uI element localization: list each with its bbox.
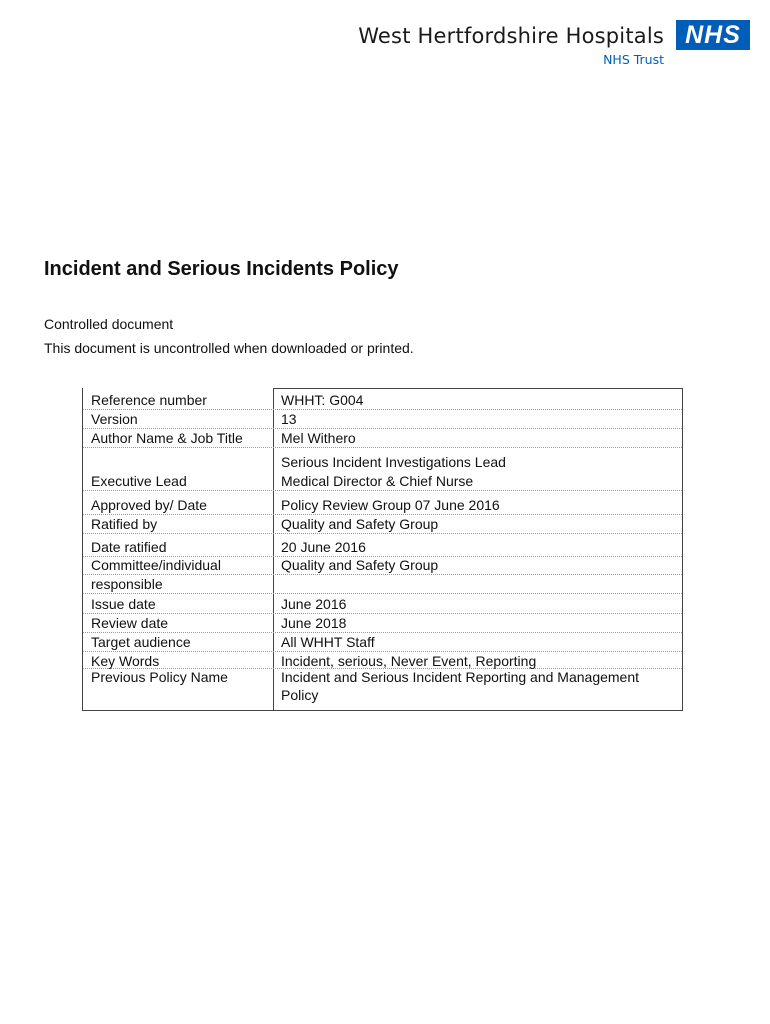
row-label: Executive Lead xyxy=(91,473,187,489)
table-row xyxy=(83,576,682,594)
table-row xyxy=(83,497,682,515)
row-value: Quality and Safety Group xyxy=(281,516,439,532)
table-row xyxy=(83,634,682,652)
document-metadata-table xyxy=(82,388,683,711)
table-row xyxy=(83,687,682,704)
table-row xyxy=(83,596,682,614)
org-subtitle: NHS Trust xyxy=(603,52,664,67)
table-row xyxy=(83,669,682,686)
row-label: Reference number xyxy=(91,392,207,408)
table-row xyxy=(83,539,682,557)
row-value: WHHT: G004 xyxy=(281,392,364,408)
row-label: Approved by/ Date xyxy=(91,497,207,513)
row-value: Incident and Serious Incident Reporting and Management xyxy=(281,669,640,685)
table-row xyxy=(83,392,682,410)
row-label: Version xyxy=(91,411,138,427)
row-label: Author Name & Job Title xyxy=(91,430,243,446)
table-row xyxy=(83,557,682,575)
table-row xyxy=(83,653,682,669)
row-label: Target audience xyxy=(91,634,191,650)
row-label: Key Words xyxy=(91,653,160,669)
table-row xyxy=(83,411,682,429)
row-value: Incident, serious, Never Event, Reporting xyxy=(281,653,537,669)
row-value: All WHHT Staff xyxy=(281,634,375,650)
document-notice: This document is uncontrolled when downloaded or printed. xyxy=(44,340,414,356)
row-label: Review date xyxy=(91,615,169,631)
page-header xyxy=(330,18,750,72)
row-label: Date ratified xyxy=(91,539,167,555)
row-value: June 2016 xyxy=(281,596,347,612)
row-value: June 2018 xyxy=(281,615,347,631)
table-top-border xyxy=(273,388,682,389)
org-name: West Hertfordshire Hospitals xyxy=(358,24,664,48)
table-row xyxy=(83,516,682,534)
table-row xyxy=(83,454,682,471)
row-label: Previous Policy Name xyxy=(91,669,228,685)
row-value: Policy Review Group 07 June 2016 xyxy=(281,497,500,513)
row-value: Mel Withero xyxy=(281,430,356,446)
row-value: Quality and Safety Group xyxy=(281,557,439,573)
table-row xyxy=(83,473,682,491)
row-value: Serious Incident Investigations Lead xyxy=(281,454,506,470)
nhs-logo: NHS xyxy=(676,20,750,50)
row-value: Policy xyxy=(281,687,319,703)
document-title: Incident and Serious Incidents Policy xyxy=(44,258,399,280)
table-row xyxy=(83,430,682,448)
row-label: Ratified by xyxy=(91,516,158,532)
row-value: 13 xyxy=(281,411,297,427)
document-status: Controlled document xyxy=(44,316,174,332)
row-label: responsible xyxy=(91,576,163,592)
row-label: Committee/individual xyxy=(91,557,221,573)
row-value: Medical Director & Chief Nurse xyxy=(281,473,474,489)
row-label: Issue date xyxy=(91,596,156,612)
table-row xyxy=(83,615,682,633)
row-value: 20 June 2016 xyxy=(281,539,366,555)
